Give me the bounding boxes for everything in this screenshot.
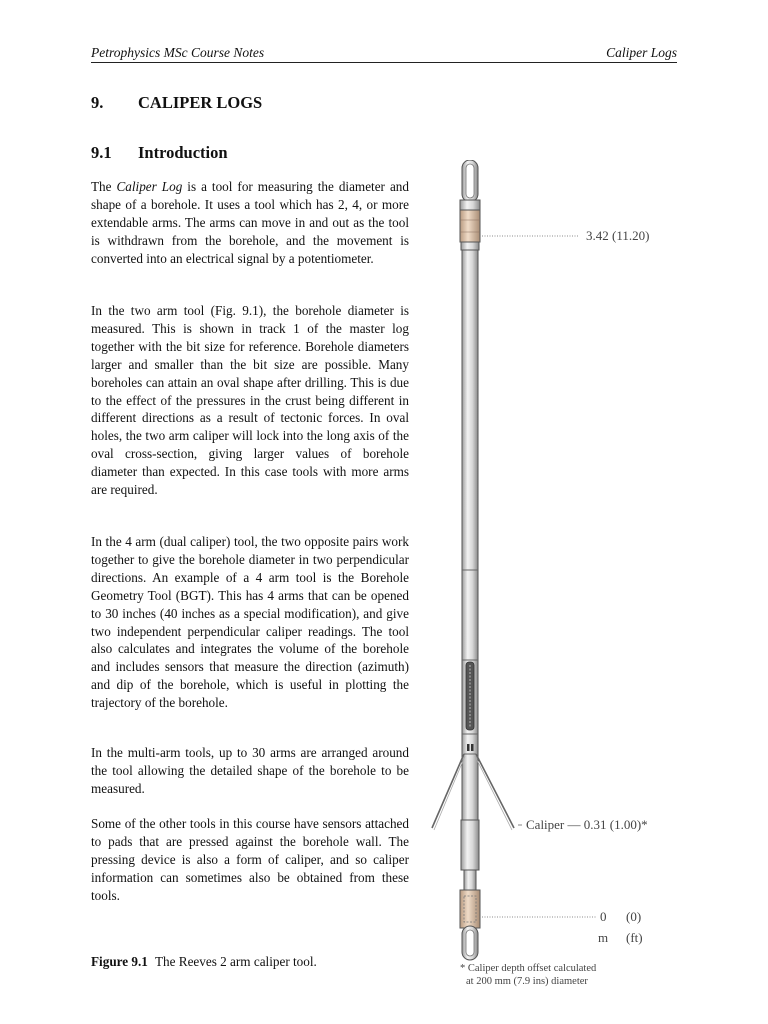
unit-m-label: m: [598, 930, 609, 945]
chapter-title: CALIPER LOGS: [138, 93, 263, 112]
caliper-log-term: Caliper Log: [116, 179, 183, 194]
section-number: 9.1: [91, 143, 112, 162]
dimension-zero-label: 0: [600, 909, 607, 924]
tool-main-body: [462, 250, 478, 860]
paragraph-intro: [91, 178, 409, 268]
header-course-title: Petrophysics MSc Course Notes: [91, 45, 265, 60]
tool-slotted-section: [466, 662, 474, 730]
paragraph-intro-text-b: is a tool for measuring the diameter and shape of a borehole. It uses a tool which has 2, 4, or more extendable arms. The arms can move in and out as the tool is withdrawn from the borehole, and the movement is converted into an electrical signal by a potentiometer.: [91, 179, 409, 266]
chapter-number: 9.: [91, 93, 104, 112]
footnote-line-1: * Caliper depth offset calculated: [460, 963, 597, 974]
tool-bottom-nose: [462, 926, 478, 960]
caliper-tool-figure: [420, 160, 680, 995]
dimension-caliper-label: Caliper — 0.31 (1.00)*: [526, 817, 648, 832]
tool-head-section: [460, 210, 480, 242]
tool-top-nose: [462, 160, 478, 202]
unit-ft-label: (ft): [626, 930, 643, 945]
section-heading: [91, 143, 228, 163]
header-chapter-title: Caliper Logs: [606, 45, 677, 60]
paragraph-intro-text-a: The: [91, 179, 117, 194]
paragraph-four-arm: In the 4 arm (dual caliper) tool, the two opposite pairs work together to give the borehole diameter in two perpendicular directions. An example of a 4 arm tool is the Borehole Geometry Tool (BGT). This has 4 arms that can be opened to 30 inches (40 inches as a special modification), and give two independent perpendicular caliper readings. The tool also calculates and integrates the volume of the borehole and includes sensors that measure the direction (azimuth) and dip of the borehole, which is useful in plotting the trajectory of the borehole.: [91, 534, 409, 711]
figure-caption-label: Figure 9.1: [91, 954, 148, 969]
footnote-line-2: at 200 mm (7.9 ins) diameter: [466, 976, 588, 987]
running-header: [91, 44, 677, 63]
paragraph-pads: Some of the other tools in this course have sensors attached to pads that are pressed against the borehole wall. The pressing device is also a form of caliper, and so caliper information can sometimes also be obtained from these tools.: [91, 816, 409, 903]
top-coupling: [460, 200, 480, 210]
dimension-top-label: 3.42 (11.20): [586, 228, 650, 243]
section-title: Introduction: [138, 143, 228, 162]
chapter-heading: [91, 93, 262, 113]
dimension-zero-ft-label: (0): [626, 909, 642, 924]
paragraph-two-arm: In the two arm tool (Fig. 9.1), the borehole diameter is measured. This is shown in track 1 of the master log together with the bit size for reference. Borehole diameters larger and smaller than the bit size are possible. Many boreholes can attain an oval shape after drilling. This is due to the effect of the pressures in the crust being different in different directions as a result of tectonic forces. In oval holes, the two arm caliper will lock into the long axis of the oval cross-section, giving larger values of borehole diameter than expected. In this case tools with more arms are required.: [91, 303, 409, 498]
figure-caption-text: The Reeves 2 arm caliper tool.: [154, 954, 317, 969]
figure-caption: [91, 954, 317, 970]
caliper-tool-diagram: [420, 160, 680, 990]
paragraph-multi-arm: In the multi-arm tools, up to 30 arms are arranged around the tool allowing the detailed shape of the borehole to be measured.: [91, 745, 409, 796]
